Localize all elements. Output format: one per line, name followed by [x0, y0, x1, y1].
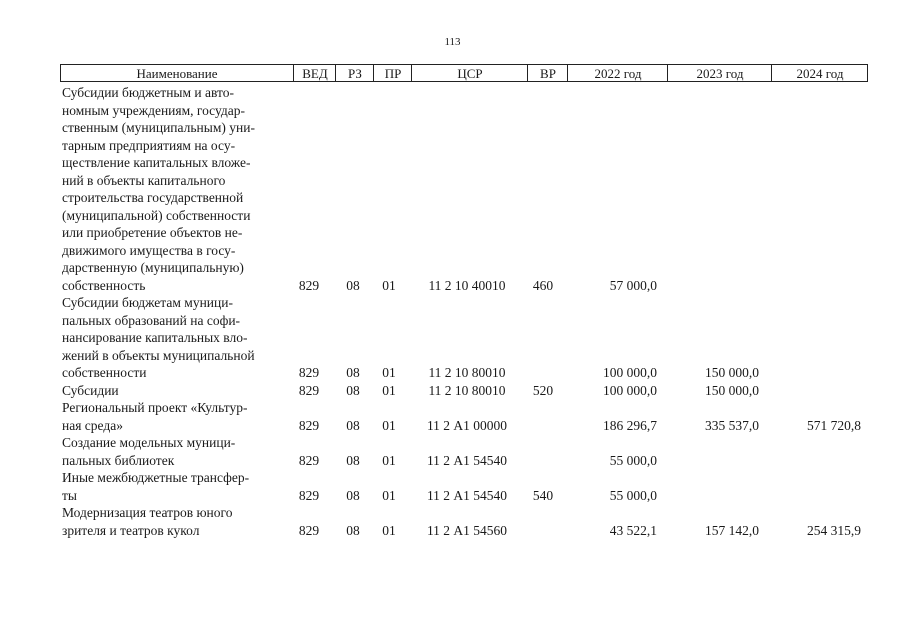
- cell-pr: 01: [382, 382, 396, 398]
- cell-vr: 460: [532, 277, 554, 293]
- cell-2022: 55 000,0: [609, 487, 657, 503]
- header-2022: 2022 год: [567, 65, 668, 81]
- cell-csr: 11 2 А1 54540: [426, 487, 508, 503]
- header-name: Наименование: [136, 66, 218, 81]
- cell-2024: 571 720,8: [807, 417, 861, 433]
- cell-pr: 01: [382, 365, 396, 380]
- table-row: [0, 399, 905, 434]
- cell-2023: 150 000,0: [705, 365, 759, 380]
- cell-rz: 08: [346, 382, 360, 398]
- cell-2022: 55 000,0: [609, 452, 657, 468]
- table-row: [0, 434, 905, 469]
- cell-ved: 829: [298, 487, 320, 503]
- header-csr: ЦСР: [411, 65, 528, 81]
- cell-2022: 43 522,1: [609, 522, 657, 538]
- cell-2022: 57 000,0: [609, 277, 657, 293]
- row-codes: [0, 417, 905, 435]
- cell-csr: 11 2 10 80010: [428, 382, 506, 398]
- row-codes: [0, 277, 905, 295]
- cell-2022: 100 000,0: [603, 365, 657, 380]
- table-row: [0, 84, 905, 294]
- table-row: [0, 294, 905, 382]
- cell-rz: 08: [346, 452, 360, 468]
- cell-2022: 100 000,0: [603, 382, 657, 398]
- cell-pr: 01: [382, 522, 396, 538]
- row-name: Субсидии бюджетам муници- пальных образований на софи- нансирование капитальных вло- жений в объекты муниципальной собственности: [62, 295, 255, 380]
- header-vr: ВР: [527, 65, 568, 81]
- cell-ved: 829: [298, 382, 320, 398]
- cell-pr: 01: [382, 487, 396, 503]
- cell-2022: 186 296,7: [603, 417, 657, 433]
- table-row: [0, 504, 905, 539]
- cell-csr: 11 2 10 40010: [428, 277, 506, 293]
- cell-vr: 540: [532, 487, 554, 503]
- header-pr: ПР: [373, 65, 412, 81]
- cell-pr: 01: [382, 277, 396, 293]
- cell-ved: 829: [298, 365, 320, 380]
- header-2023: 2023 год: [667, 65, 772, 81]
- row-codes: [0, 452, 905, 470]
- cell-pr: 01: [382, 417, 396, 433]
- row-codes: [0, 522, 905, 540]
- cell-ved: 829: [298, 452, 320, 468]
- header-ved: ВЕД: [293, 65, 336, 81]
- cell-2024: 254 315,9: [807, 522, 861, 538]
- row-codes: [0, 487, 905, 505]
- page-number: 113: [444, 36, 461, 48]
- row-name: Иные межбюджетные трансфер- ты: [62, 470, 250, 503]
- table-header: [60, 64, 868, 82]
- cell-2023: 150 000,0: [705, 382, 759, 398]
- cell-csr: 11 2 А1 00000: [426, 417, 508, 433]
- cell-ved: 829: [298, 277, 320, 293]
- table-row: [0, 469, 905, 504]
- row-name: Субсидии бюджетным и авто- номным учреждениям, государ- ственным (муниципальным) уни- тарным предприятиям на осу- ществление капитальных вложе- ний в объекты капитального строительства государственной (муниципальной) собственности или приобретение объектов не- движимого имущества в госу- дарственную (муниципальную) собственность: [62, 85, 255, 293]
- row-name: Субсидии: [62, 382, 119, 398]
- header-2024: 2024 год: [771, 65, 868, 81]
- row-name: Модернизация театров юного зрителя и театров кукол: [62, 505, 233, 538]
- row-name: Создание модельных муници- пальных библиотек: [62, 435, 236, 468]
- row-name: Региональный проект «Культур- ная среда»: [62, 400, 248, 433]
- row-codes: [0, 382, 905, 400]
- header-rz: РЗ: [335, 65, 374, 81]
- cell-ved: 829: [298, 522, 320, 538]
- cell-rz: 08: [346, 365, 360, 380]
- cell-rz: 08: [346, 417, 360, 433]
- cell-2023: 157 142,0: [705, 522, 759, 538]
- cell-pr: 01: [382, 452, 396, 468]
- cell-csr: 11 2 10 80010: [428, 365, 506, 380]
- table-row: [0, 382, 905, 400]
- cell-csr: 11 2 А1 54540: [426, 452, 508, 468]
- cell-rz: 08: [346, 277, 360, 293]
- cell-ved: 829: [298, 417, 320, 433]
- cell-vr: 520: [532, 382, 554, 398]
- cell-csr: 11 2 А1 54560: [426, 522, 508, 538]
- cell-2023: 335 537,0: [705, 417, 759, 433]
- cell-rz: 08: [346, 522, 360, 538]
- row-codes: [0, 364, 905, 382]
- cell-rz: 08: [346, 487, 360, 503]
